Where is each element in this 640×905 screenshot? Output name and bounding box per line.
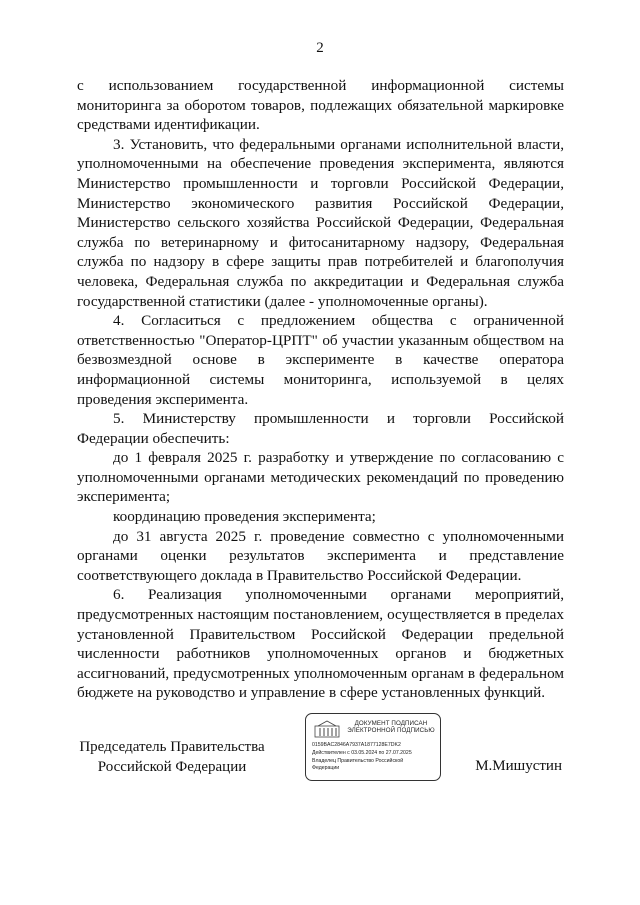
stamp-title <box>346 720 436 735</box>
paragraph-item-3: 3. Установить, что федеральными органами исполнительной власти, уполномоченными на обеспечение проведения эксперимента, являются Министерство промышленности и торговли Российской Федерации, Министерство экономического развития Российской Федерации, Министерство сельского хозяйства Российской Федерации, Федеральная служба по ветеринарному и фитосанитарному надзору, Федеральная служба по надзору в сфере защиты прав потребителей и благополучия человека, Федеральная служба по аккредитации и Федеральная служба государственной статистики (далее - уполномоченные органы). <box>77 135 564 310</box>
paragraph-item-5-sub-3: до 31 августа 2025 г. проведение совместно с уполномоченными органами оценки результатов эксперимента и представление соответствующего доклада в Правительство Российской Федерации. <box>77 527 564 584</box>
paragraph-item-6: 6. Реализация уполномоченными органами мероприятий, предусмотренных настоящим постановлением, осуществляется в пределах установленной Правительством Российской Федерации предельной численности работников уполномоченных органов и бюджетных ассигнований, предусмотренных уполномоченным органам в федеральном бюджете на руководство и управление в сфере установленных функций. <box>77 586 564 702</box>
stamp-validity: Действителен с 03.05.2024 по 27.07.2025 <box>312 750 412 756</box>
stamp-owner: Владелец Правительство Российской <box>312 758 404 764</box>
document-body <box>77 76 564 703</box>
paragraph-item-5: 5. Министерству промышленности и торговли Российской Федерации обеспечить: <box>77 410 564 447</box>
signatory-position-line2: Российской Федерации <box>97 758 247 775</box>
page-number: 2 <box>316 40 324 56</box>
stamp-owner-continued: Федерации <box>312 765 340 771</box>
electronic-signature-stamp <box>305 713 441 781</box>
signatory-position-line1: Председатель Правительства <box>79 739 265 755</box>
stamp-title-line2: ЭЛЕКТРОННОЙ ПОДПИСЬЮ <box>347 727 435 735</box>
paragraph-item-4: 4. Согласиться с предложением общества с ограниченной ответственностью "Оператор-ЦРПТ" об участии указанным обществом на безвозмездной основе в эксперименте в качестве оператора информационной системы мониторинга, используемой в целях проведения эксперимента. <box>77 312 564 408</box>
paragraph-item-5-sub-2: координацию проведения эксперимента; <box>113 508 376 526</box>
stamp-certificate-serial: 0159BAC2846A7937A1877128E7DK2 <box>312 742 401 748</box>
paragraph-item-5-sub-1: до 1 февраля 2025 г. разработку и утверждение по согласованию с уполномоченными органами методических рекомендаций по проведению эксперимента; <box>77 449 564 506</box>
signatory-name: М.Мишустин <box>475 758 562 774</box>
stamp-title-line1: ДОКУМЕНТ ПОДПИСАН <box>354 720 428 727</box>
emblem-icon <box>314 720 340 738</box>
paragraph-continuation: с использованием государственной информационной системы мониторинга за оборотом товаров, подлежащих обязательной маркировке средствами идентификации. <box>77 77 564 134</box>
signatory-position <box>77 738 267 777</box>
